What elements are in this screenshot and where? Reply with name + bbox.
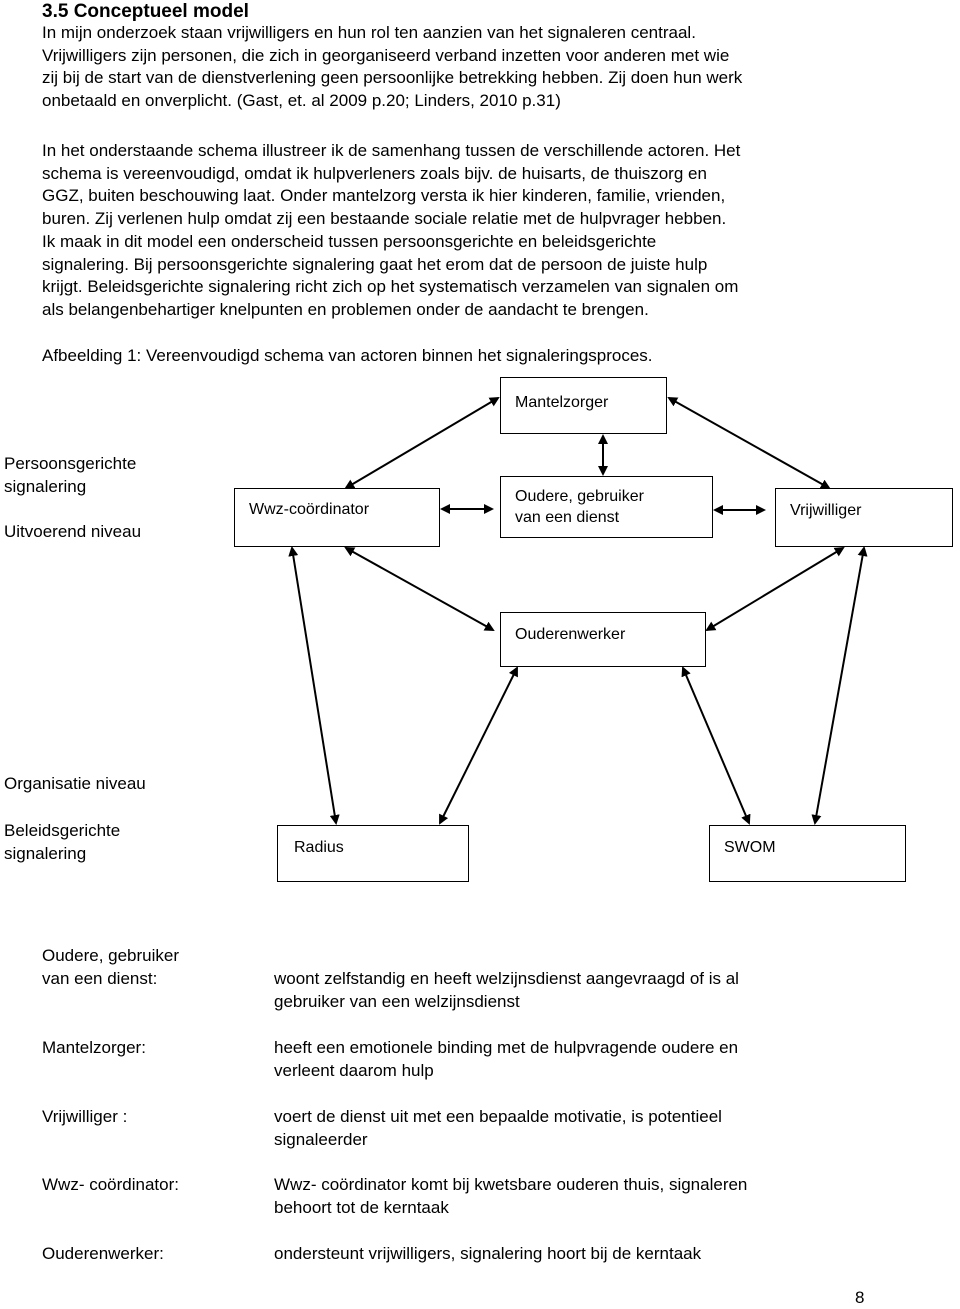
box-oudere-gebruiker xyxy=(500,476,713,538)
paragraph-line: In het onderstaande schema illustreer ik de samenhang tussen de verschillende actoren. Het xyxy=(42,141,741,160)
definition-line: voert de dienst uit met een bepaalde motivatie, is potentieel xyxy=(274,1107,722,1126)
definition-line: woont zelfstandig en heeft welzijnsdienst aangevraagd of is al xyxy=(274,969,739,988)
box-vrijwilliger: Vrijwilliger xyxy=(775,488,953,547)
box-swom: SWOM xyxy=(709,825,906,882)
label-persoonsgerichte-signalering xyxy=(4,452,136,498)
box-radius: Radius xyxy=(277,825,469,882)
arrow-mantelzorger-vrijwilliger xyxy=(669,398,829,488)
label-line: Beleidsgerichte xyxy=(4,821,121,840)
paragraph-line: zij bij de start van de dienstverlening geen persoonlijke betrekking hebben. Zij doen hun werk xyxy=(42,68,743,88)
box-wwz-coordinator: Wwz-coördinator xyxy=(234,488,440,547)
page-number: 8 xyxy=(855,1288,865,1307)
box-line: Oudere, gebruiker xyxy=(515,488,644,505)
term-line: Ouderenwerker: xyxy=(42,1244,164,1263)
legend-definition-oudere xyxy=(274,967,739,1013)
legend-term-mantelzorger xyxy=(42,1036,146,1059)
figure-caption: Afbeelding 1: Vereenvoudigd schema van actoren binnen het signaleringsproces. xyxy=(42,346,653,365)
paragraph-line: buren. Zij verlenen hulp omdat zij een bestaande sociale relatie met de hulpvrager hebben. xyxy=(42,209,727,229)
label-beleidsgerichte-signalering xyxy=(4,819,120,865)
definition-line: Wwz- coördinator komt bij kwetsbare ouderen thuis, signaleren xyxy=(274,1175,748,1194)
paragraph-line: onbetaald en onverplicht. (Gast, et. al 2009 p.20; Linders, 2010 p.31) xyxy=(42,91,561,111)
term-line: Vrijwilliger : xyxy=(42,1107,128,1126)
paragraph-line: signalering. Bij persoonsgerichte signalering gaat het erom dat de persoon de juiste hulp xyxy=(42,254,708,274)
box-mantelzorger: Mantelzorger xyxy=(500,377,667,434)
legend-term-oudere xyxy=(42,944,179,990)
section-title: 3.5 Conceptueel model xyxy=(42,1,249,22)
paragraph-line: GGZ, buiten beschouwing laat. Onder mantelzorg versta ik hier kinderen, familie, vrienden, xyxy=(42,186,726,206)
arrow-wwz-radius xyxy=(292,548,336,823)
definition-line: signaleerder xyxy=(274,1130,368,1149)
paragraph-line: Ik maak in dit model een onderscheid tussen persoonsgerichte en beleidsgerichte xyxy=(42,231,657,251)
arrow-wwz-ouderenwerker xyxy=(346,548,493,630)
term-line: Mantelzorger: xyxy=(42,1038,146,1057)
definition-line: ondersteunt vrijwilligers, signalering hoort bij de kerntaak xyxy=(274,1244,702,1263)
arrow-ouderenwerker-swom xyxy=(683,668,749,823)
legend-definition-ouderenwerker xyxy=(274,1242,701,1265)
box-line: van een dienst xyxy=(515,509,620,526)
label-line: signalering xyxy=(4,477,87,496)
legend-term-wwz xyxy=(42,1173,179,1196)
term-line: Oudere, gebruiker xyxy=(42,946,180,965)
definition-line: gebruiker van een welzijnsdienst xyxy=(274,992,520,1011)
label-line: Persoonsgerichte xyxy=(4,454,137,473)
arrow-ouderenwerker-radius xyxy=(440,668,517,823)
label-organisatie-niveau: Organisatie niveau xyxy=(4,774,146,793)
paragraph-line: In mijn onderzoek staan vrijwilligers en hun rol ten aanzien van het signaleren centraal. xyxy=(42,23,696,42)
paragraph-line: krijgt. Beleidsgerichte signalering richt zich op het systematisch verzamelen van signalen om xyxy=(42,277,739,297)
paragraph-line: als belangenbehartiger knelpunten en problemen onder de aandacht te brengen. xyxy=(42,299,649,319)
term-line: Wwz- coördinator: xyxy=(42,1175,179,1194)
legend-definition-mantelzorger xyxy=(274,1036,738,1082)
label-uitvoerend-niveau: Uitvoerend niveau xyxy=(4,522,142,541)
box-ouderenwerker: Ouderenwerker xyxy=(500,612,706,667)
definition-line: heeft een emotionele binding met de hulpvragende oudere en xyxy=(274,1038,739,1057)
legend-definition-wwz xyxy=(274,1173,747,1219)
legend-term-vrijwilliger xyxy=(42,1105,127,1128)
arrow-vrijwilliger-ouderenwerker xyxy=(707,548,843,630)
paragraph-line: Vrijwilligers zijn personen, die zich in georganiseerd verband inzetten voor anderen met wie xyxy=(42,45,730,65)
legend-term-ouderenwerker xyxy=(42,1242,164,1265)
term-line: van een dienst: xyxy=(42,969,158,988)
definition-line: behoort tot de kerntaak xyxy=(274,1198,449,1217)
definition-line: verleent daarom hulp xyxy=(274,1061,434,1080)
legend-definition-vrijwilliger xyxy=(274,1105,722,1151)
arrow-vrijwilliger-swom xyxy=(815,548,864,823)
paragraph-line: schema is vereenvoudigd, omdat ik hulpverleners zoals bijv. de huisarts, de thuiszorg en xyxy=(42,163,707,183)
label-line: signalering xyxy=(4,844,87,863)
arrow-mantelzorger-wwz xyxy=(346,398,498,488)
